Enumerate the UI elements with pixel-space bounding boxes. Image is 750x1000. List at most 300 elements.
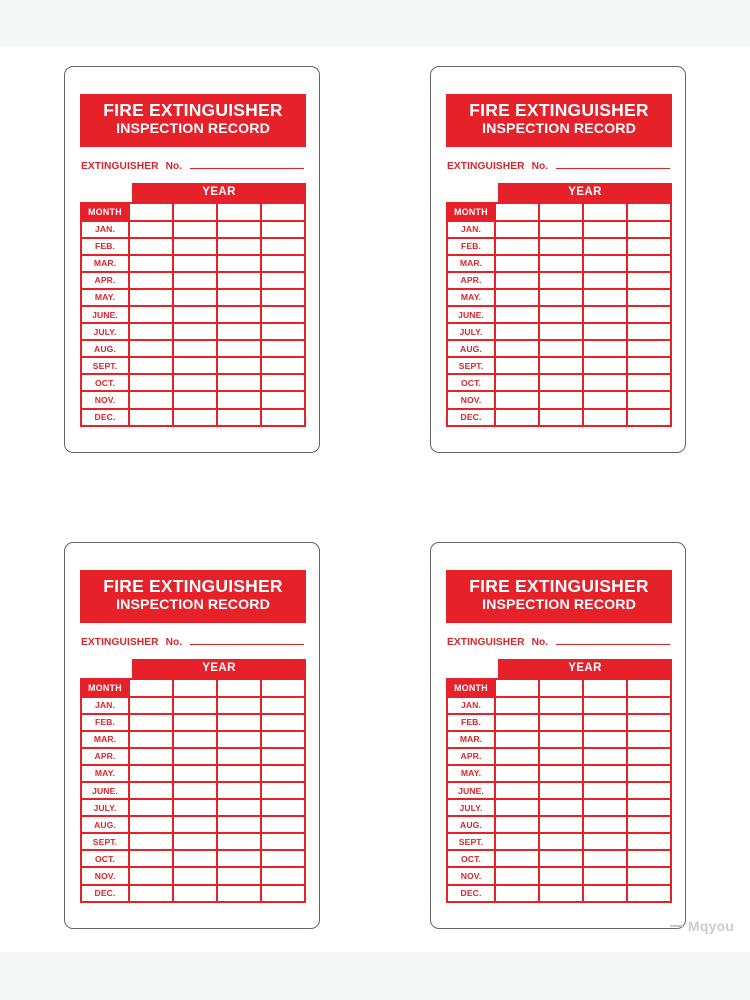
month-row bbox=[82, 392, 304, 407]
month-label-cell: AUG. bbox=[82, 817, 128, 832]
inspection-entry-cell[interactable] bbox=[218, 410, 260, 425]
inspection-entry-cell[interactable] bbox=[130, 341, 172, 356]
month-label-cell: SEPT. bbox=[82, 834, 128, 849]
month-label-cell: JAN. bbox=[82, 222, 128, 237]
inspection-entry-cell[interactable] bbox=[628, 783, 670, 798]
title-secondary: INSPECTION RECORD bbox=[482, 121, 636, 138]
inspection-entry-cell[interactable] bbox=[174, 783, 216, 798]
month-row bbox=[448, 886, 670, 901]
inspection-entry-cell[interactable] bbox=[496, 834, 538, 849]
inspection-entry-cell[interactable] bbox=[584, 749, 626, 764]
inspection-entry-cell[interactable] bbox=[218, 256, 260, 271]
inspection-entry-cell[interactable] bbox=[540, 834, 582, 849]
inspection-entry-cell[interactable] bbox=[540, 766, 582, 781]
month-column-header: MONTH bbox=[448, 680, 494, 695]
inspection-entry-cell[interactable] bbox=[584, 273, 626, 288]
month-row bbox=[448, 698, 670, 713]
month-row bbox=[448, 341, 670, 356]
inspection-entry-cell[interactable] bbox=[628, 766, 670, 781]
month-row bbox=[448, 375, 670, 390]
month-label-cell: APR. bbox=[448, 273, 494, 288]
inspection-card-bottom-right[interactable] bbox=[430, 542, 686, 929]
month-label-cell: MAY. bbox=[82, 290, 128, 305]
inspection-entry-cell[interactable] bbox=[584, 392, 626, 407]
inspection-card-top-right[interactable] bbox=[430, 66, 686, 453]
inspection-entry-cell[interactable] bbox=[174, 358, 216, 373]
inspection-entry-cell[interactable] bbox=[584, 290, 626, 305]
inspection-entry-cell[interactable] bbox=[262, 358, 304, 373]
inspection-entry-cell[interactable] bbox=[130, 698, 172, 713]
month-row bbox=[448, 410, 670, 425]
inspection-entry-cell[interactable] bbox=[174, 410, 216, 425]
inspection-entry-cell[interactable] bbox=[628, 817, 670, 832]
extinguisher-no-label: No. bbox=[165, 161, 183, 173]
month-row bbox=[82, 851, 304, 866]
inspection-entry-cell[interactable] bbox=[584, 256, 626, 271]
month-label-cell: JUNE. bbox=[82, 307, 128, 322]
inspection-entry-cell[interactable] bbox=[584, 817, 626, 832]
inspection-entry-cell[interactable] bbox=[628, 410, 670, 425]
inspection-entry-cell[interactable] bbox=[262, 375, 304, 390]
inspection-entry-cell[interactable] bbox=[496, 256, 538, 271]
month-row bbox=[448, 256, 670, 271]
month-label-cell: FEB. bbox=[448, 239, 494, 254]
inspection-entry-cell[interactable] bbox=[174, 222, 216, 237]
inspection-entry-cell[interactable] bbox=[496, 290, 538, 305]
inspection-entry-cell[interactable] bbox=[628, 290, 670, 305]
inspection-entry-cell[interactable] bbox=[496, 204, 538, 219]
inspection-entry-cell[interactable] bbox=[262, 715, 304, 730]
month-row bbox=[448, 817, 670, 832]
inspection-entry-cell[interactable] bbox=[262, 341, 304, 356]
month-column-header: MONTH bbox=[448, 204, 494, 219]
inspection-entry-cell[interactable] bbox=[540, 715, 582, 730]
inspection-entry-cell[interactable] bbox=[130, 239, 172, 254]
inspection-entry-cell[interactable] bbox=[218, 290, 260, 305]
inspection-entry-cell[interactable] bbox=[584, 410, 626, 425]
inspection-entry-cell[interactable] bbox=[218, 749, 260, 764]
inspection-entry-cell[interactable] bbox=[628, 204, 670, 219]
inspection-entry-cell[interactable] bbox=[130, 273, 172, 288]
inspection-entry-cell[interactable] bbox=[540, 239, 582, 254]
inspection-entry-cell[interactable] bbox=[262, 800, 304, 815]
month-label-cell: SEPT. bbox=[82, 358, 128, 373]
month-label-cell: FEB. bbox=[82, 715, 128, 730]
inspection-entry-cell[interactable] bbox=[496, 698, 538, 713]
inspection-entry-cell[interactable] bbox=[218, 680, 260, 695]
inspection-entry-cell[interactable] bbox=[130, 410, 172, 425]
inspection-entry-cell[interactable] bbox=[218, 851, 260, 866]
inspection-entry-cell[interactable] bbox=[584, 341, 626, 356]
month-label-cell: JUNE. bbox=[82, 783, 128, 798]
extinguisher-label: EXTINGUISHER bbox=[447, 161, 525, 173]
inspection-entry-cell[interactable] bbox=[496, 392, 538, 407]
inspection-entry-cell[interactable] bbox=[496, 273, 538, 288]
inspection-entry-cell[interactable] bbox=[628, 749, 670, 764]
inspection-entry-cell[interactable] bbox=[628, 324, 670, 339]
month-row bbox=[82, 222, 304, 237]
inspection-entry-cell[interactable] bbox=[218, 783, 260, 798]
inspection-entry-cell[interactable] bbox=[130, 749, 172, 764]
inspection-entry-cell[interactable] bbox=[540, 732, 582, 747]
inspection-entry-cell[interactable] bbox=[218, 800, 260, 815]
inspection-entry-cell[interactable] bbox=[174, 817, 216, 832]
inspection-entry-cell[interactable] bbox=[496, 749, 538, 764]
extinguisher-number-row bbox=[446, 635, 672, 648]
extinguisher-number-field[interactable] bbox=[556, 635, 670, 645]
inspection-entry-cell[interactable] bbox=[130, 204, 172, 219]
inspection-entry-cell[interactable] bbox=[262, 204, 304, 219]
inspection-entry-cell[interactable] bbox=[540, 851, 582, 866]
inspection-entry-cell[interactable] bbox=[130, 290, 172, 305]
month-row bbox=[448, 273, 670, 288]
inspection-entry-cell[interactable] bbox=[496, 239, 538, 254]
inspection-entry-cell[interactable] bbox=[130, 375, 172, 390]
inspection-entry-cell[interactable] bbox=[218, 273, 260, 288]
inspection-entry-cell[interactable] bbox=[540, 222, 582, 237]
month-label-cell: OCT. bbox=[82, 851, 128, 866]
inspection-entry-cell[interactable] bbox=[540, 886, 582, 901]
inspection-entry-cell[interactable] bbox=[628, 851, 670, 866]
inspection-entry-cell[interactable] bbox=[174, 290, 216, 305]
card-content bbox=[446, 570, 672, 903]
inspection-entry-cell[interactable] bbox=[174, 886, 216, 901]
inspection-entry-cell[interactable] bbox=[262, 239, 304, 254]
inspection-table bbox=[80, 659, 306, 902]
inspection-entry-cell[interactable] bbox=[218, 239, 260, 254]
inspection-entry-cell[interactable] bbox=[174, 851, 216, 866]
inspection-entry-cell[interactable] bbox=[262, 766, 304, 781]
month-label-cell: NOV. bbox=[448, 392, 494, 407]
title-primary: FIRE EXTINGUISHER bbox=[469, 100, 649, 120]
inspection-entry-cell[interactable] bbox=[174, 715, 216, 730]
extinguisher-number-field[interactable] bbox=[556, 159, 670, 169]
month-row bbox=[448, 324, 670, 339]
inspection-entry-cell[interactable] bbox=[130, 851, 172, 866]
inspection-entry-cell[interactable] bbox=[262, 817, 304, 832]
inspection-entry-cell[interactable] bbox=[584, 239, 626, 254]
inspection-entry-cell[interactable] bbox=[218, 307, 260, 322]
title-primary: FIRE EXTINGUISHER bbox=[469, 576, 649, 596]
inspection-entry-cell[interactable] bbox=[218, 834, 260, 849]
inspection-entry-cell[interactable] bbox=[218, 341, 260, 356]
inspection-entry-cell[interactable] bbox=[584, 800, 626, 815]
inspection-entry-cell[interactable] bbox=[628, 715, 670, 730]
inspection-entry-cell[interactable] bbox=[174, 341, 216, 356]
inspection-entry-cell[interactable] bbox=[174, 680, 216, 695]
inspection-entry-cell[interactable] bbox=[218, 324, 260, 339]
inspection-entry-cell[interactable] bbox=[262, 222, 304, 237]
inspection-entry-cell[interactable] bbox=[262, 834, 304, 849]
inspection-entry-cell[interactable] bbox=[584, 868, 626, 883]
inspection-entry-cell[interactable] bbox=[584, 851, 626, 866]
inspection-entry-cell[interactable] bbox=[130, 783, 172, 798]
inspection-entry-cell[interactable] bbox=[174, 834, 216, 849]
inspection-entry-cell[interactable] bbox=[540, 204, 582, 219]
inspection-entry-cell[interactable] bbox=[262, 732, 304, 747]
inspection-entry-cell[interactable] bbox=[628, 375, 670, 390]
inspection-entry-cell[interactable] bbox=[584, 324, 626, 339]
inspection-entry-cell[interactable] bbox=[218, 698, 260, 713]
inspection-entry-cell[interactable] bbox=[540, 290, 582, 305]
inspection-entry-cell[interactable] bbox=[540, 698, 582, 713]
inspection-entry-cell[interactable] bbox=[584, 222, 626, 237]
month-row bbox=[82, 698, 304, 713]
month-label-cell: APR. bbox=[82, 273, 128, 288]
inspection-entry-cell[interactable] bbox=[262, 868, 304, 883]
month-header-row bbox=[82, 204, 304, 219]
inspection-card-top-left[interactable] bbox=[64, 66, 320, 453]
month-label-cell: MAY. bbox=[448, 290, 494, 305]
inspection-entry-cell[interactable] bbox=[218, 358, 260, 373]
inspection-entry-cell[interactable] bbox=[130, 732, 172, 747]
month-row bbox=[82, 766, 304, 781]
watermark-text: Mqyou bbox=[687, 918, 734, 934]
card-content bbox=[80, 94, 306, 427]
inspection-entry-cell[interactable] bbox=[262, 392, 304, 407]
inspection-entry-cell[interactable] bbox=[540, 817, 582, 832]
inspection-entry-cell[interactable] bbox=[628, 239, 670, 254]
inspection-entry-cell[interactable] bbox=[628, 732, 670, 747]
inspection-entry-cell[interactable] bbox=[218, 732, 260, 747]
inspection-entry-cell[interactable] bbox=[174, 698, 216, 713]
inspection-entry-cell[interactable] bbox=[496, 817, 538, 832]
month-row bbox=[448, 392, 670, 407]
inspection-entry-cell[interactable] bbox=[584, 732, 626, 747]
inspection-entry-cell[interactable] bbox=[218, 868, 260, 883]
inspection-entry-cell[interactable] bbox=[174, 766, 216, 781]
month-label-cell: SEPT. bbox=[448, 358, 494, 373]
month-label-cell: JAN. bbox=[448, 698, 494, 713]
inspection-entry-cell[interactable] bbox=[496, 324, 538, 339]
inspection-entry-cell[interactable] bbox=[628, 886, 670, 901]
inspection-entry-cell[interactable] bbox=[540, 375, 582, 390]
inspection-entry-cell[interactable] bbox=[628, 273, 670, 288]
inspection-entry-cell[interactable] bbox=[496, 341, 538, 356]
inspection-entry-cell[interactable] bbox=[174, 307, 216, 322]
inspection-entry-cell[interactable] bbox=[496, 766, 538, 781]
inspection-entry-cell[interactable] bbox=[130, 817, 172, 832]
inspection-entry-cell[interactable] bbox=[540, 358, 582, 373]
inspection-entry-cell[interactable] bbox=[584, 698, 626, 713]
inspection-entry-cell[interactable] bbox=[174, 273, 216, 288]
year-header: YEAR bbox=[132, 659, 306, 678]
inspection-entry-cell[interactable] bbox=[496, 307, 538, 322]
inspection-entry-cell[interactable] bbox=[584, 375, 626, 390]
month-label-cell: OCT. bbox=[448, 851, 494, 866]
inspection-entry-cell[interactable] bbox=[628, 341, 670, 356]
inspection-entry-cell[interactable] bbox=[174, 375, 216, 390]
inspection-entry-cell[interactable] bbox=[496, 358, 538, 373]
inspection-entry-cell[interactable] bbox=[496, 680, 538, 695]
month-label-cell: MAR. bbox=[82, 732, 128, 747]
inspection-entry-cell[interactable] bbox=[628, 868, 670, 883]
inspection-entry-cell[interactable] bbox=[628, 698, 670, 713]
inspection-entry-cell[interactable] bbox=[584, 766, 626, 781]
month-label-cell: JULY. bbox=[448, 324, 494, 339]
inspection-entry-cell[interactable] bbox=[540, 749, 582, 764]
inspection-entry-cell[interactable] bbox=[130, 324, 172, 339]
inspection-entry-cell[interactable] bbox=[218, 222, 260, 237]
month-row bbox=[448, 868, 670, 883]
inspection-entry-cell[interactable] bbox=[496, 375, 538, 390]
inspection-entry-cell[interactable] bbox=[496, 410, 538, 425]
inspection-entry-cell[interactable] bbox=[174, 204, 216, 219]
month-row bbox=[82, 290, 304, 305]
inspection-entry-cell[interactable] bbox=[584, 783, 626, 798]
title-primary: FIRE EXTINGUISHER bbox=[103, 100, 283, 120]
inspection-entry-cell[interactable] bbox=[218, 817, 260, 832]
inspection-entry-cell[interactable] bbox=[540, 783, 582, 798]
inspection-entry-cell[interactable] bbox=[496, 715, 538, 730]
month-label-cell: JAN. bbox=[448, 222, 494, 237]
month-label-cell: JULY. bbox=[448, 800, 494, 815]
inspection-entry-cell[interactable] bbox=[262, 410, 304, 425]
inspection-entry-cell[interactable] bbox=[540, 868, 582, 883]
month-label-cell: MAR. bbox=[82, 256, 128, 271]
month-label-cell: NOV. bbox=[82, 392, 128, 407]
extinguisher-number-field[interactable] bbox=[190, 159, 304, 169]
year-header: YEAR bbox=[132, 183, 306, 202]
month-grid bbox=[80, 202, 306, 426]
inspection-entry-cell[interactable] bbox=[262, 886, 304, 901]
month-label-cell: AUG. bbox=[448, 341, 494, 356]
inspection-entry-cell[interactable] bbox=[540, 273, 582, 288]
month-grid bbox=[446, 202, 672, 426]
inspection-entry-cell[interactable] bbox=[262, 273, 304, 288]
inspection-entry-cell[interactable] bbox=[130, 680, 172, 695]
inspection-entry-cell[interactable] bbox=[540, 307, 582, 322]
month-row bbox=[82, 800, 304, 815]
month-row bbox=[82, 239, 304, 254]
inspection-entry-cell[interactable] bbox=[218, 392, 260, 407]
inspection-entry-cell[interactable] bbox=[584, 204, 626, 219]
inspection-entry-cell[interactable] bbox=[496, 222, 538, 237]
inspection-entry-cell[interactable] bbox=[540, 324, 582, 339]
month-label-cell: JAN. bbox=[82, 698, 128, 713]
inspection-table bbox=[80, 183, 306, 426]
inspection-entry-cell[interactable] bbox=[262, 680, 304, 695]
extinguisher-label: EXTINGUISHER bbox=[81, 637, 159, 649]
inspection-entry-cell[interactable] bbox=[174, 749, 216, 764]
inspection-entry-cell[interactable] bbox=[218, 375, 260, 390]
inspection-entry-cell[interactable] bbox=[496, 800, 538, 815]
month-header-row bbox=[448, 680, 670, 695]
month-grid bbox=[80, 678, 306, 902]
inspection-entry-cell[interactable] bbox=[130, 358, 172, 373]
inspection-entry-cell[interactable] bbox=[130, 222, 172, 237]
inspection-entry-cell[interactable] bbox=[496, 886, 538, 901]
inspection-table bbox=[446, 659, 672, 902]
inspection-entry-cell[interactable] bbox=[262, 307, 304, 322]
month-label-cell: MAY. bbox=[448, 766, 494, 781]
inspection-entry-cell[interactable] bbox=[496, 732, 538, 747]
inspection-entry-cell[interactable] bbox=[218, 204, 260, 219]
inspection-entry-cell[interactable] bbox=[130, 715, 172, 730]
month-row bbox=[82, 834, 304, 849]
inspection-entry-cell[interactable] bbox=[628, 256, 670, 271]
inspection-entry-cell[interactable] bbox=[174, 256, 216, 271]
inspection-entry-cell[interactable] bbox=[174, 868, 216, 883]
inspection-entry-cell[interactable] bbox=[262, 783, 304, 798]
inspection-entry-cell[interactable] bbox=[628, 834, 670, 849]
inspection-entry-cell[interactable] bbox=[584, 307, 626, 322]
inspection-entry-cell[interactable] bbox=[540, 680, 582, 695]
inspection-entry-cell[interactable] bbox=[628, 358, 670, 373]
inspection-entry-cell[interactable] bbox=[584, 680, 626, 695]
month-label-cell: SEPT. bbox=[448, 834, 494, 849]
inspection-entry-cell[interactable] bbox=[130, 834, 172, 849]
inspection-entry-cell[interactable] bbox=[496, 783, 538, 798]
inspection-entry-cell[interactable] bbox=[262, 324, 304, 339]
month-label-cell: JUNE. bbox=[448, 307, 494, 322]
inspection-entry-cell[interactable] bbox=[174, 324, 216, 339]
inspection-entry-cell[interactable] bbox=[628, 680, 670, 695]
inspection-entry-cell[interactable] bbox=[174, 239, 216, 254]
inspection-card-bottom-left[interactable] bbox=[64, 542, 320, 929]
month-label-cell: NOV. bbox=[448, 868, 494, 883]
month-row bbox=[82, 375, 304, 390]
inspection-entry-cell[interactable] bbox=[584, 715, 626, 730]
inspection-entry-cell[interactable] bbox=[262, 698, 304, 713]
inspection-entry-cell[interactable] bbox=[262, 749, 304, 764]
month-row bbox=[82, 256, 304, 271]
inspection-entry-cell[interactable] bbox=[130, 868, 172, 883]
inspection-entry-cell[interactable] bbox=[174, 800, 216, 815]
inspection-entry-cell[interactable] bbox=[540, 341, 582, 356]
month-row bbox=[448, 732, 670, 747]
inspection-entry-cell[interactable] bbox=[584, 834, 626, 849]
extinguisher-no-label: No. bbox=[531, 637, 549, 649]
inspection-entry-cell[interactable] bbox=[628, 307, 670, 322]
inspection-entry-cell[interactable] bbox=[584, 886, 626, 901]
inspection-entry-cell[interactable] bbox=[540, 800, 582, 815]
inspection-entry-cell[interactable] bbox=[218, 715, 260, 730]
inspection-entry-cell[interactable] bbox=[218, 766, 260, 781]
inspection-entry-cell[interactable] bbox=[130, 800, 172, 815]
inspection-entry-cell[interactable] bbox=[130, 766, 172, 781]
month-row bbox=[82, 273, 304, 288]
extinguisher-number-field[interactable] bbox=[190, 635, 304, 645]
inspection-entry-cell[interactable] bbox=[174, 732, 216, 747]
inspection-entry-cell[interactable] bbox=[262, 290, 304, 305]
inspection-entry-cell[interactable] bbox=[496, 851, 538, 866]
inspection-entry-cell[interactable] bbox=[262, 851, 304, 866]
inspection-entry-cell[interactable] bbox=[130, 256, 172, 271]
inspection-entry-cell[interactable] bbox=[174, 392, 216, 407]
title-banner bbox=[80, 570, 306, 623]
inspection-entry-cell[interactable] bbox=[130, 392, 172, 407]
inspection-entry-cell[interactable] bbox=[130, 307, 172, 322]
inspection-entry-cell[interactable] bbox=[628, 392, 670, 407]
inspection-entry-cell[interactable] bbox=[262, 256, 304, 271]
month-row bbox=[82, 307, 304, 322]
inspection-entry-cell[interactable] bbox=[584, 358, 626, 373]
inspection-entry-cell[interactable] bbox=[130, 886, 172, 901]
inspection-entry-cell[interactable] bbox=[218, 886, 260, 901]
inspection-entry-cell[interactable] bbox=[628, 222, 670, 237]
month-row bbox=[448, 715, 670, 730]
inspection-entry-cell[interactable] bbox=[628, 800, 670, 815]
inspection-entry-cell[interactable] bbox=[540, 256, 582, 271]
month-label-cell: AUG. bbox=[448, 817, 494, 832]
extinguisher-number-row bbox=[80, 635, 306, 648]
month-row bbox=[82, 358, 304, 373]
bottom-background-band bbox=[0, 952, 750, 1000]
inspection-entry-cell[interactable] bbox=[540, 410, 582, 425]
inspection-entry-cell[interactable] bbox=[496, 868, 538, 883]
inspection-entry-cell[interactable] bbox=[540, 392, 582, 407]
